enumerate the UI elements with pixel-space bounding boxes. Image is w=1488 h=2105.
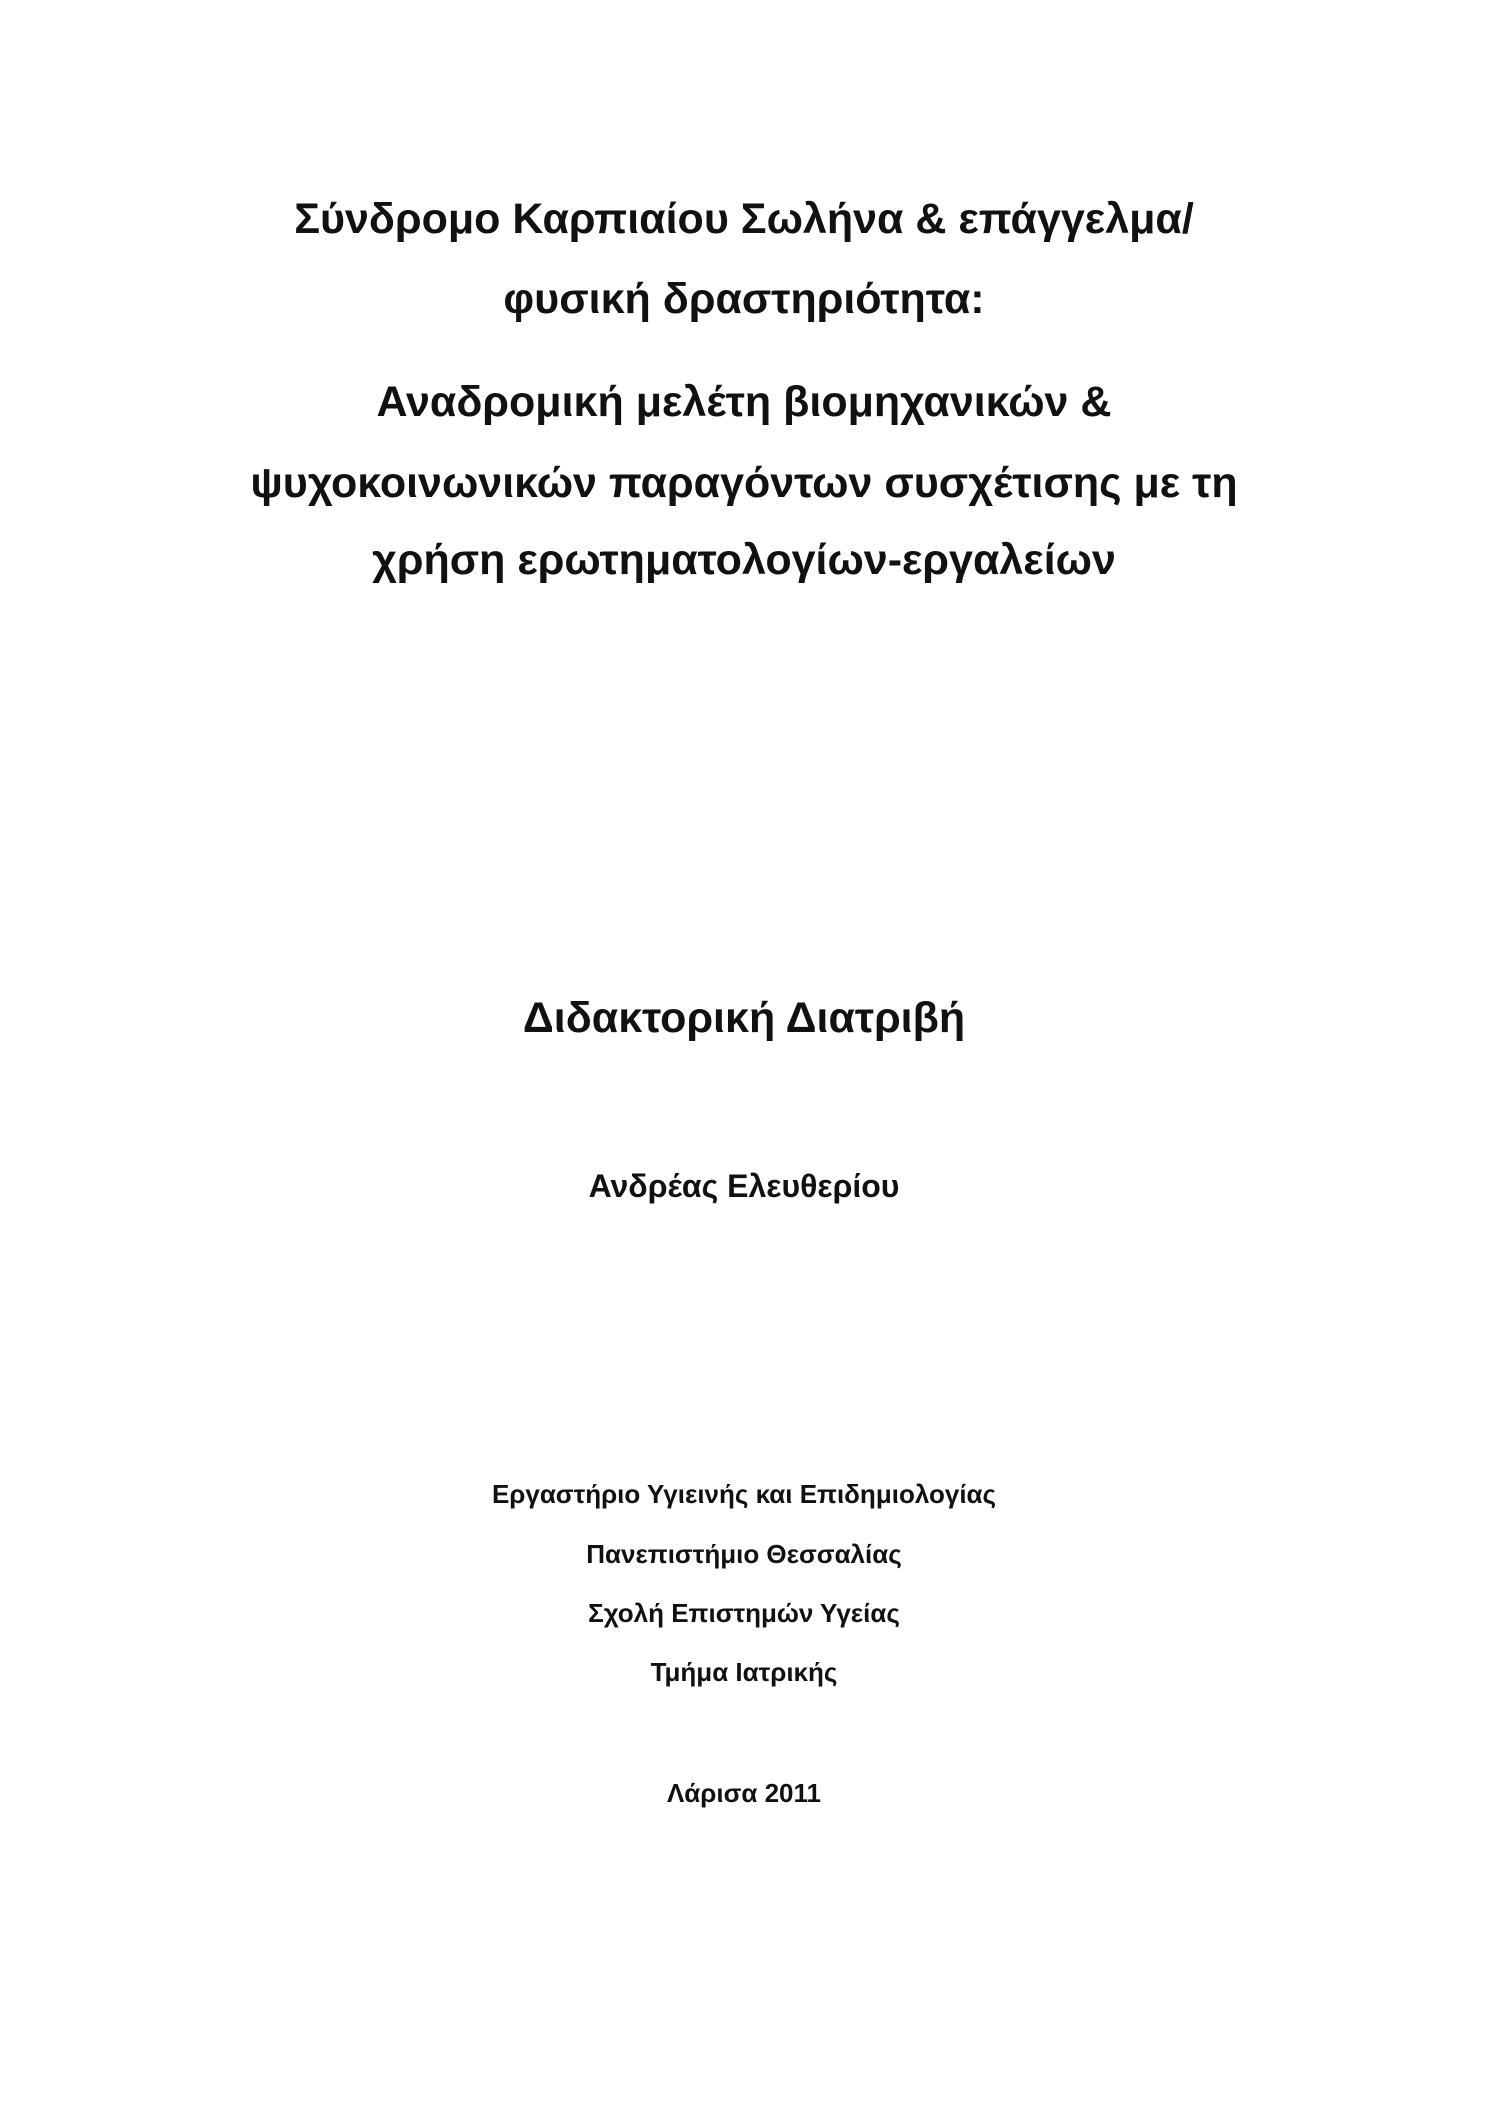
place-year: Λάρισα 2011 <box>666 1778 822 1808</box>
affiliation-lab: Εργαστήριο Υγιεινής και Επιδημιολογίας <box>491 1479 997 1509</box>
document-type: Διδακτορική Διατριβή <box>522 994 966 1042</box>
title-line-1: Σύνδρομο Καρπιαίου Σωλήνα & επάγγελμα/ <box>294 195 1194 243</box>
affiliation-university: Πανεπιστήμιο Θεσσαλίας <box>586 1539 902 1569</box>
title-line-4: ψυχοκοινωνικών παραγόντων συσχέτισης με τη <box>250 459 1238 507</box>
title-line-2: φυσική δραστηριότητα: <box>503 275 985 323</box>
affiliation-school: Σχολή Επιστημών Υγείας <box>588 1598 900 1628</box>
title-line-5: χρήση ερωτηματολογίων-εργαλείων <box>372 536 1116 584</box>
affiliation-department: Τμήμα Ιατρικής <box>650 1657 838 1687</box>
author-name: Ανδρέας Ελευθερίου <box>588 1168 900 1204</box>
title-line-3: Αναδρομική μελέτη βιομηχανικών & <box>376 378 1112 426</box>
